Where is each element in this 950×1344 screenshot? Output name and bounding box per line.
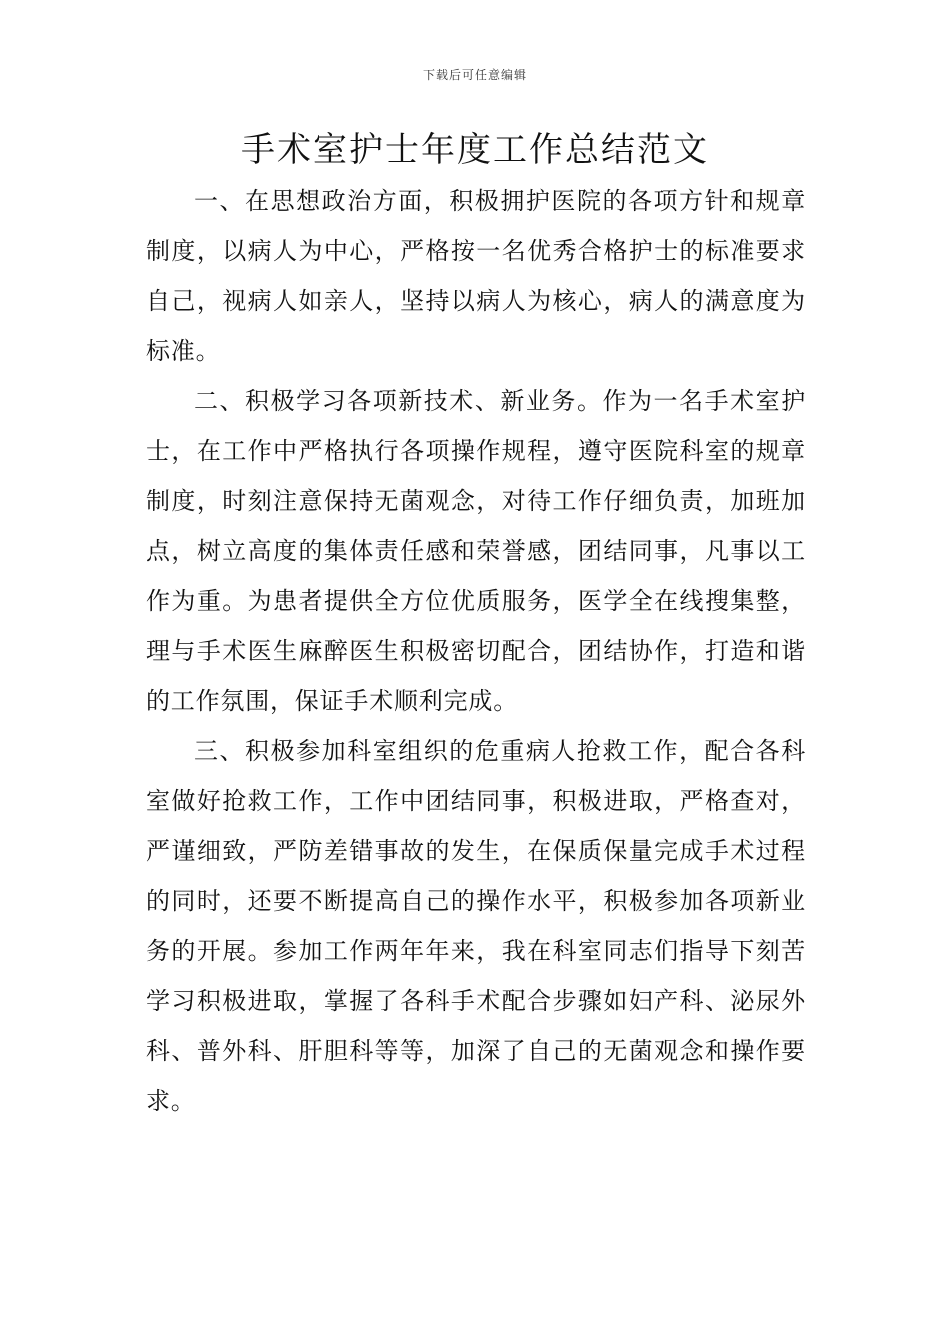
paragraph-2: 二、积极学习各项新技术、新业务。作为一名手术室护士，在工作中严格执行各项操作规程，遵守医院科室的规章制度，时刻注意保持无菌观念，对待工作仔细负责，加班加点，树立高度的集体责任感和荣誉感，团结同事，凡事以工作为重。为患者提供全方位优质服务，医学全在线搜集整，理与手术医生麻醉医生积极密切配合，团结协作，打造和谐的工作氛围，保证手术顺利完成。 [146, 387, 806, 715]
document-body [146, 176, 806, 1126]
paragraph-3: 三、积极参加科室组织的危重病人抢救工作，配合各科室做好抢救工作，工作中团结同事，积极进取，严格查对，严谨细致，严防差错事故的发生，在保质保量完成手术过程的同时，还要不断提高自己的操作水平，积极参加各项新业务的开展。参加工作两年年来，我在科室同志们指导下刻苦学习积极进取，掌握了各科手术配合步骤如妇产科、泌尿外科、普外科、肝胆科等等，加深了自己的无菌观念和操作要求。 [146, 737, 806, 1115]
document-title: 手术室护士年度工作总结范文 [241, 130, 709, 170]
header-note: 下载后可任意编辑 [422, 68, 527, 82]
paragraph-1: 一、在思想政治方面，积极拥护医院的各项方针和规章制度，以病人为中心，严格按一名优秀合格护士的标准要求自己，视病人如亲人，坚持以病人为核心，病人的满意度为标准。 [146, 187, 806, 365]
